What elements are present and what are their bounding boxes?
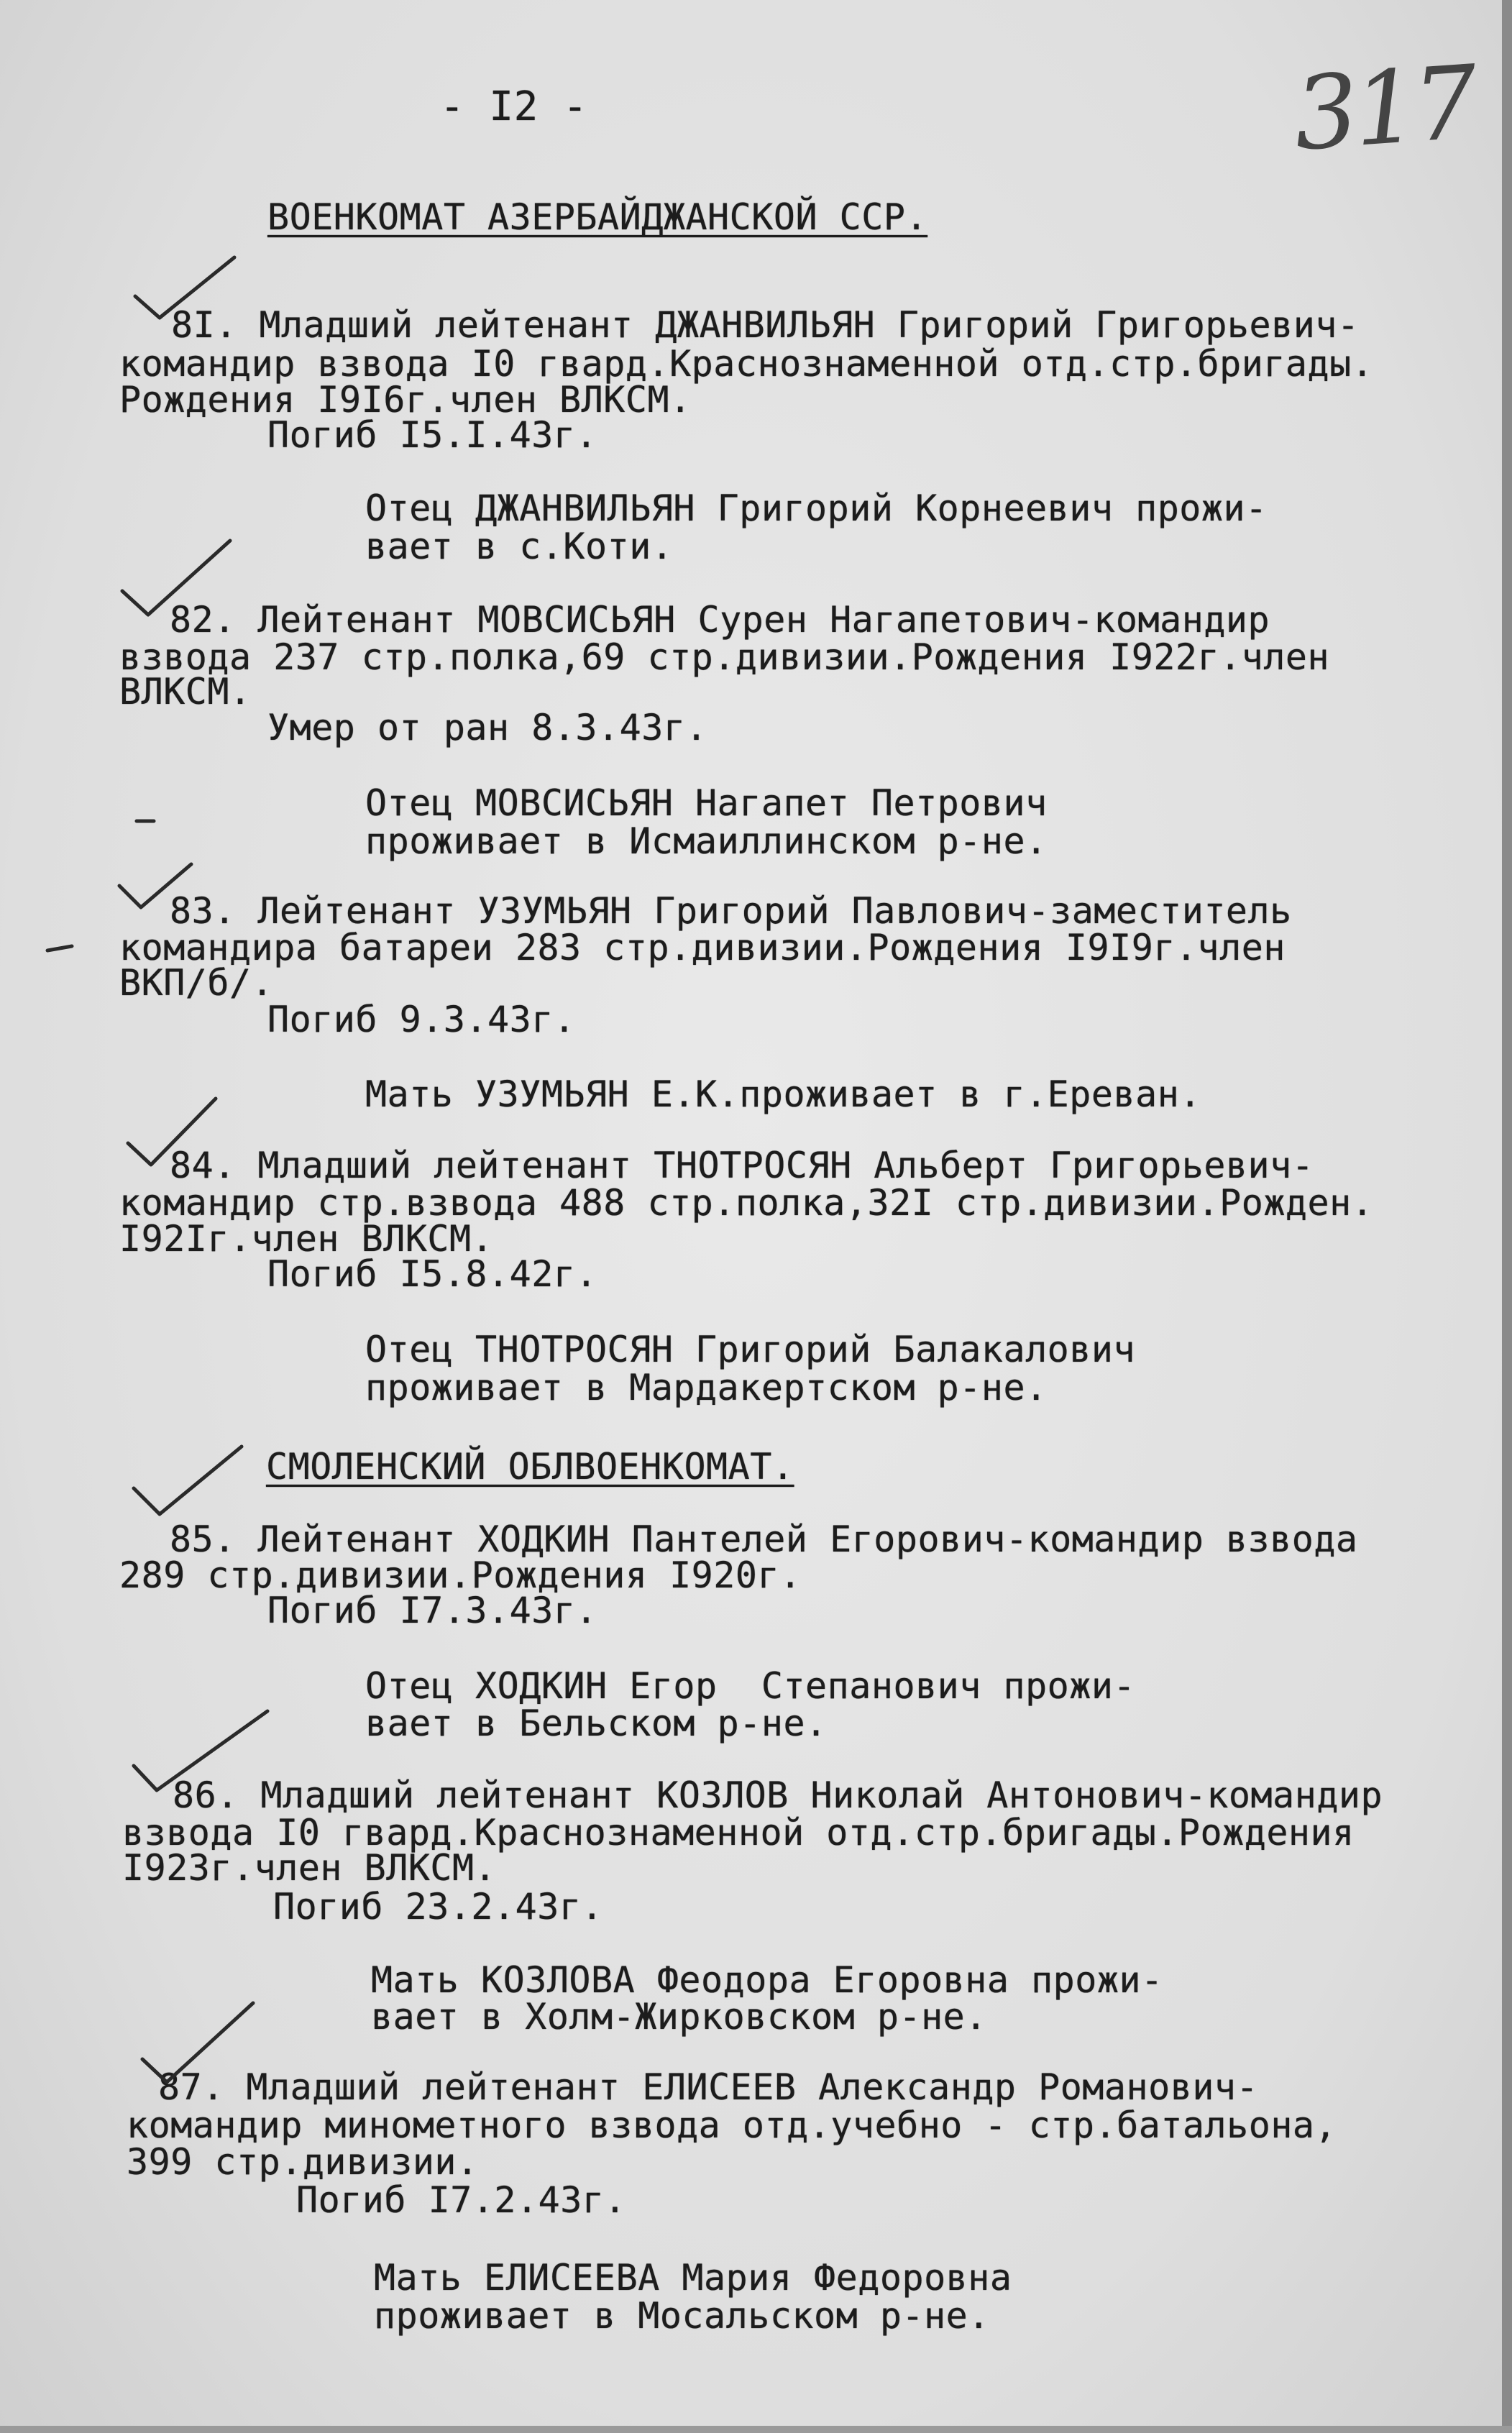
section-title-azerbaijan: ВОЕНКОМАТ АЗЕРБАЙДЖАНСКОЙ ССР. (267, 196, 928, 238)
entry-83-relative-1: Мать УЗУМЬЯН Е.К.проживает в г.Ереван. (365, 1073, 1201, 1115)
entry-81-line-1: 8I. Младший лейтенант ДЖАНВИЛЬЯН Григорий Григорьевич- (171, 304, 1360, 346)
entry-87-status: Погиб I7.2.43г. (296, 2179, 627, 2221)
checkmark-icon (134, 1447, 242, 1514)
entry-83-status: Погиб 9.3.43г. (267, 999, 576, 1040)
archive-number-handwritten: 317 (1290, 44, 1477, 174)
entry-87-line-1: 87. Младший лейтенант ЕЛИСЕЕВ Александр Романович- (158, 2066, 1259, 2108)
entry-87-relative-2: проживает в Мосальском р-не. (374, 2295, 990, 2337)
page-number: - I2 - (440, 83, 588, 130)
entry-82-relative-2: проживает в Исмаиллинском р-не. (365, 820, 1048, 862)
entry-81-status: Погиб I5.I.43г. (267, 414, 598, 456)
entry-85-relative-2: вает в Бельском р-не. (365, 1703, 828, 1744)
entry-83-line-3: ВКП/б/. (119, 962, 274, 1004)
entry-85-line-1: 85. Лейтенант ХОДКИН Пантелей Егорович-командир взвода (170, 1518, 1358, 1560)
entry-82-line-2: взвода 237 стр.полка,69 стр.дивизии.Рождения I922г.член (119, 636, 1330, 678)
scan-edge-right (1502, 0, 1512, 2433)
entry-83-line-2: командира батареи 283 стр.дивизии.Рождения I9I9г.член (119, 927, 1286, 968)
entry-82-line-1: 82. Лейтенант МОВСИСЬЯН Сурен Нагапетович-командир (170, 599, 1270, 641)
entry-85-relative-1: Отец ХОДКИН Егор Степанович прожи- (365, 1665, 1136, 1707)
entry-81-line-2: командир взвода I0 гвард.Краснознаменной отд.стр.бригады. (119, 343, 1374, 385)
scan-edge-bottom (0, 2426, 1512, 2433)
entry-84-relative-2: проживает в Мардакертском р-не. (365, 1367, 1048, 1408)
entry-82-relative-1: Отец МОВСИСЬЯН Нагапет Петрович (365, 782, 1048, 824)
entry-87-line-2: командир минометного взвода отд.учебно - стр.батальона, (127, 2104, 1337, 2146)
entry-82-status: Умер от ран 8.3.43г. (267, 707, 708, 748)
entry-84-relative-1: Отец ТНОТРОСЯН Григорий Балакалович (365, 1329, 1136, 1370)
margin-dash-mark (47, 946, 72, 950)
entry-81-relative-1: Отец ДЖАНВИЛЬЯН Григорий Корнеевич прожи- (365, 487, 1268, 529)
entry-87-relative-1: Мать ЕЛИСЕЕВА Мария Федоровна (374, 2257, 1012, 2299)
entry-84-status: Погиб I5.8.42г. (267, 1253, 598, 1295)
section-title-smolensk: СМОЛЕНСКИЙ ОБЛВОЕНКОМАТ. (266, 1446, 794, 1488)
entry-85-status: Погиб I7.3.43г. (267, 1590, 598, 1631)
entry-82-line-3: ВЛКСМ. (119, 671, 252, 713)
entry-87-line-3: 399 стр.дивизии. (127, 2141, 479, 2183)
entry-81-relative-2: вает в с.Коти. (365, 526, 674, 567)
entry-86-relative-2: вает в Холм-Жирковском р-не. (371, 1996, 987, 2038)
entry-81-line-3: Рождения I9I6г.член ВЛКСМ. (119, 379, 692, 421)
entry-85-line-2: 289 стр.дивизии.Рождения I920г. (119, 1554, 802, 1596)
entry-86-status: Погиб 23.2.43г. (273, 1886, 604, 1928)
entry-83-line-1: 83. Лейтенант УЗУМЬЯН Григорий Павлович-заместитель (170, 890, 1292, 932)
entry-84-line-1: 84. Младший лейтенант ТНОТРОСЯН Альберт Григорьевич- (170, 1145, 1314, 1186)
entry-84-line-3: I92Iг.член ВЛКСМ. (119, 1218, 494, 1260)
entry-86-relative-1: Мать КОЗЛОВА Феодора Егоровна прожи- (371, 1959, 1163, 2001)
entry-84-line-2: командир стр.взвода 488 стр.полка,32I стр.дивизии.Рожден. (119, 1182, 1374, 1224)
entry-86-line-1: 86. Младший лейтенант КОЗЛОВ Николай Антонович-командир (173, 1774, 1383, 1816)
entry-86-line-3: I923г.член ВЛКСМ. (122, 1847, 497, 1889)
entry-86-line-2: взвода I0 гвард.Краснознаменной отд.стр.бригады.Рождения (122, 1812, 1355, 1854)
